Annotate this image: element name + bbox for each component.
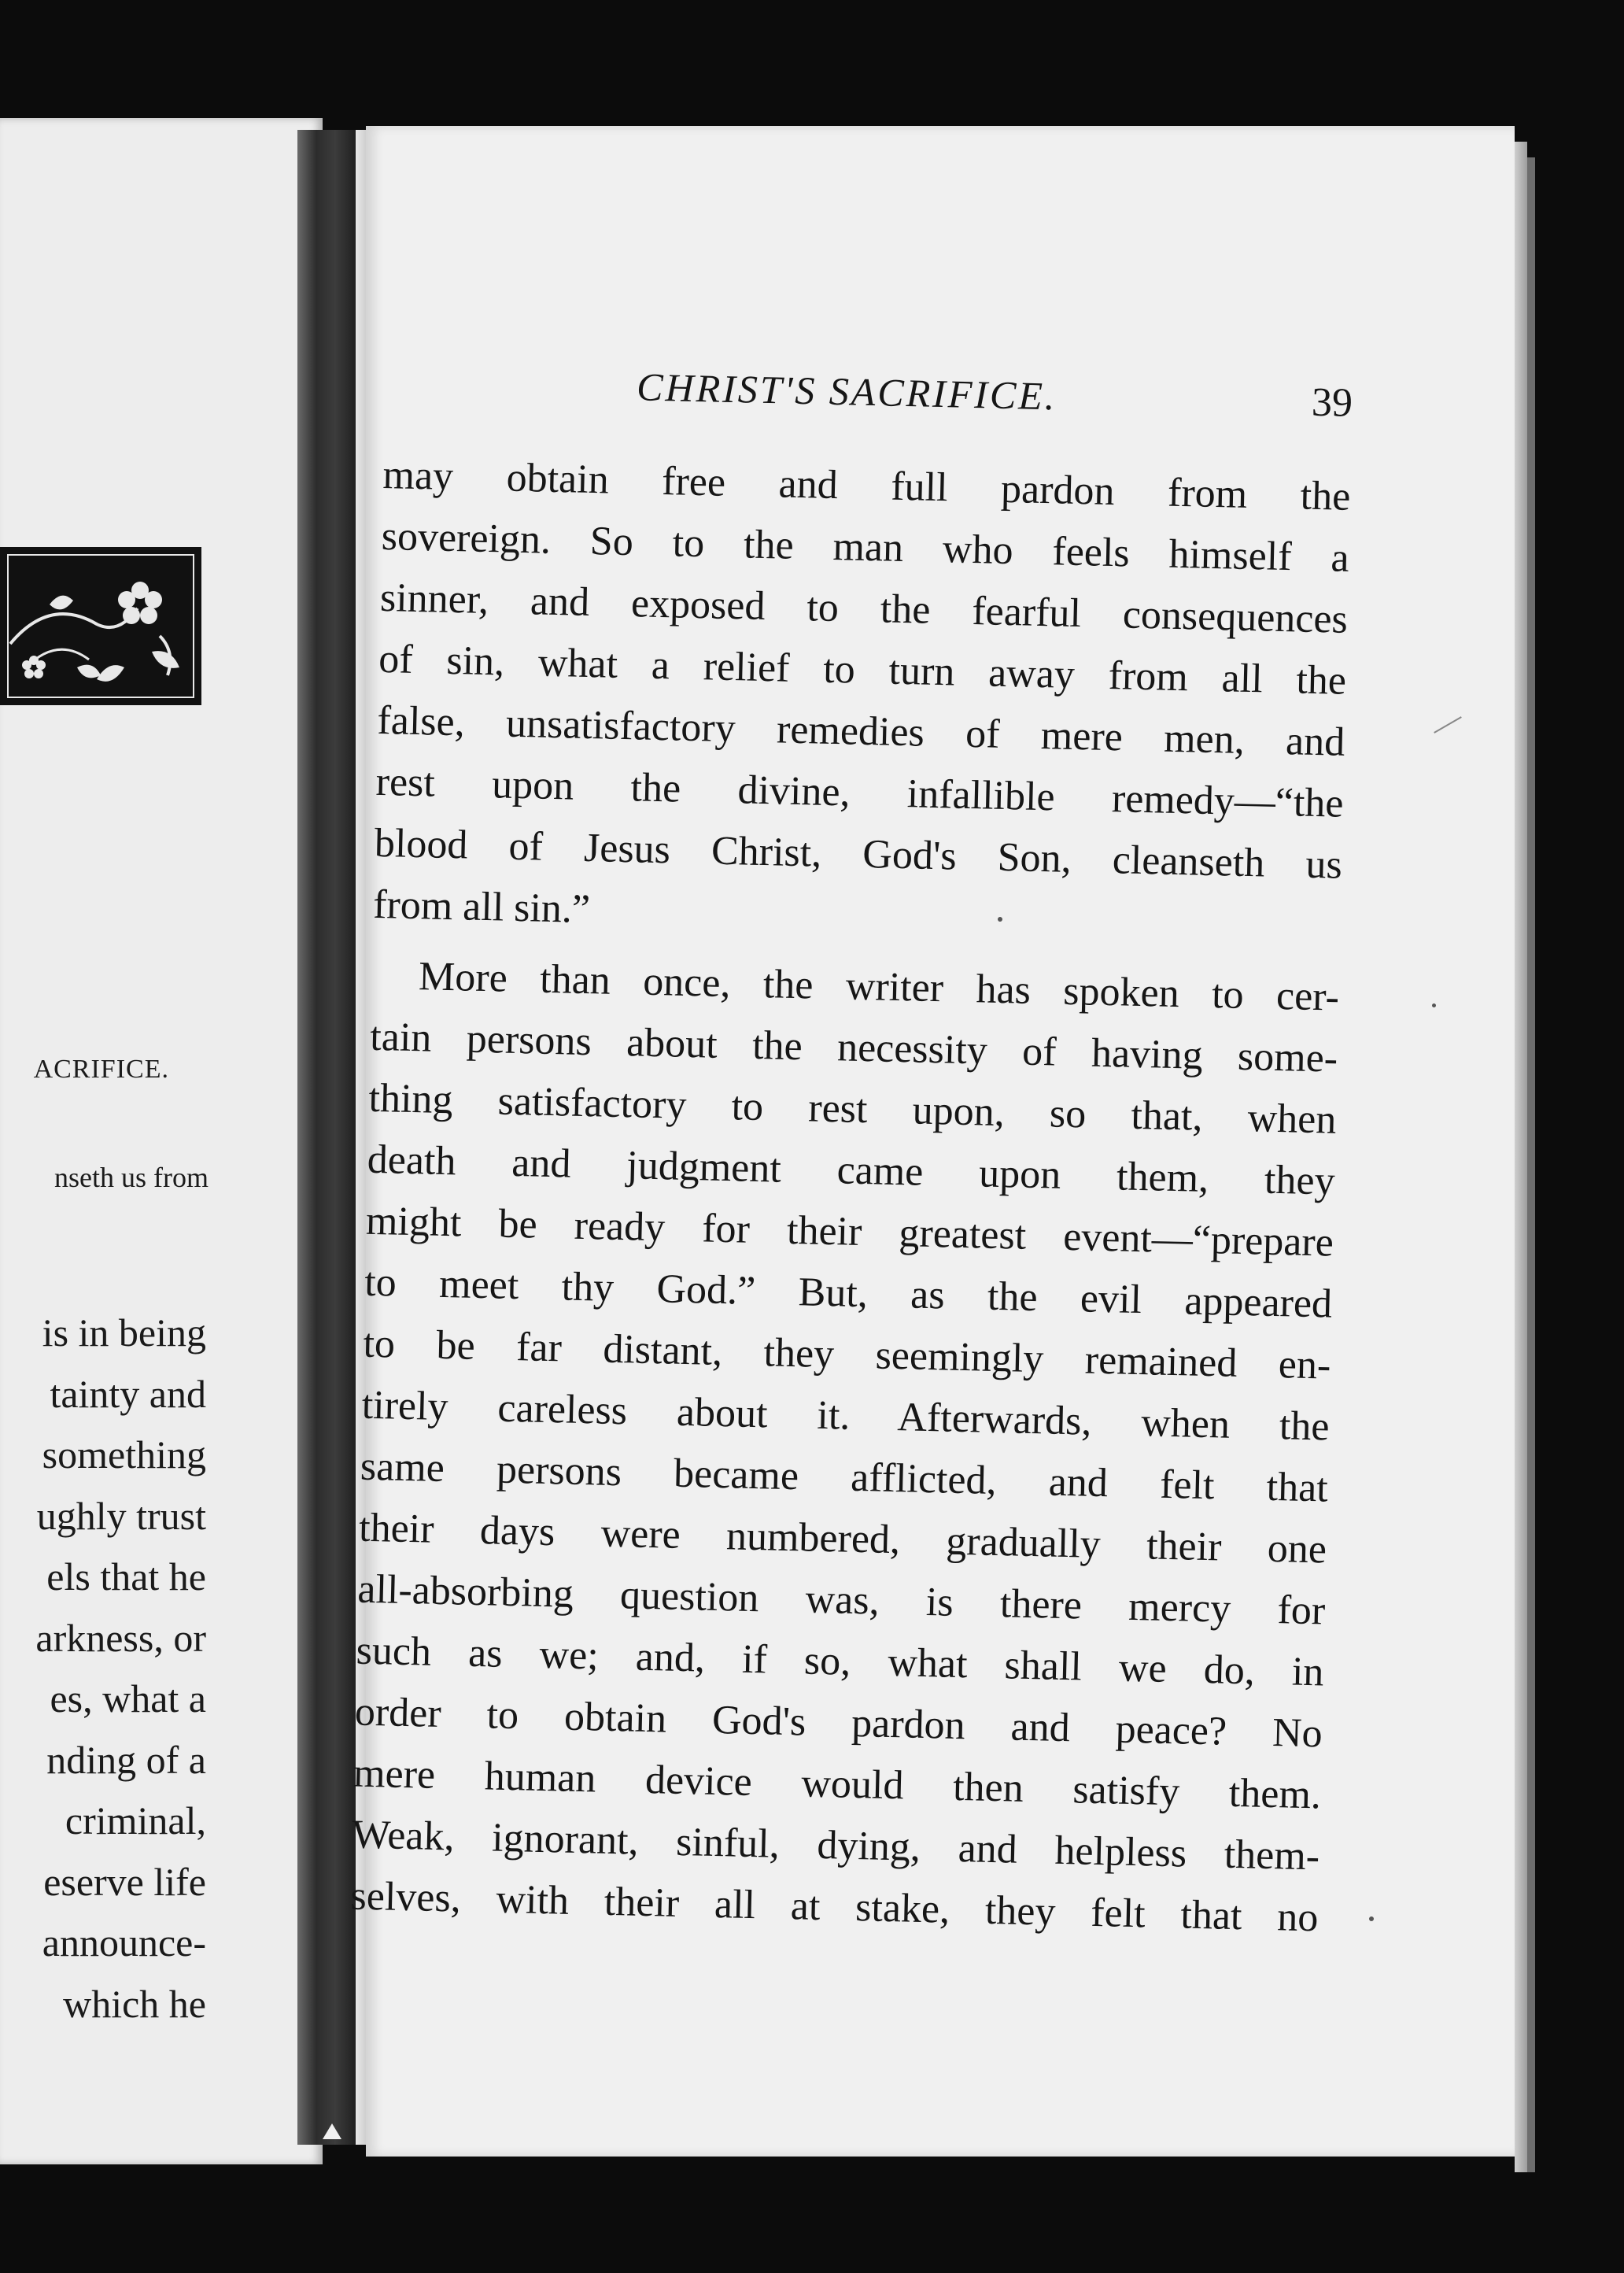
left-line: announce- [42, 1920, 206, 1964]
left-page-heading-fragment: ACRIFICE. [33, 1055, 169, 1084]
paragraph [372, 445, 1351, 958]
text-line: such as we; and, if so, what shall we do, in [356, 1628, 1325, 1695]
left-line: something [42, 1432, 206, 1477]
left-line: tainty and [50, 1371, 206, 1416]
text-line: rest upon the divine, infallible remedy—“the [375, 759, 1345, 826]
book-binding-gutter [297, 130, 360, 2145]
floral-ornament-icon [0, 547, 201, 705]
scan-speck [1369, 1916, 1374, 1921]
left-line: which he [63, 1981, 206, 2026]
left-line: is in being [42, 1310, 206, 1355]
text-line: mere human device would then satisfy them. [352, 1750, 1322, 1818]
left-line: es, what a [50, 1676, 206, 1720]
text-line: More than once, the writer has spoken to cer- [418, 954, 1340, 1020]
left-page-subline-fragment: nseth us from [54, 1162, 209, 1193]
text-line: sovereign. So to the man who feels himself a [381, 513, 1350, 581]
arrow-marker-icon [323, 2123, 341, 2139]
text-line: thing satisfactory to rest upon, so that, when [368, 1075, 1337, 1143]
left-line: els that he [46, 1554, 206, 1598]
text-line: same persons became afflicted, and felt that [360, 1443, 1329, 1511]
text-line: order to obtain God's pardon and peace? No [354, 1689, 1323, 1757]
text-line: death and judgment came upon them, they [367, 1136, 1336, 1204]
left-line: nding of a [46, 1737, 206, 1782]
running-title: CHRIST'S SACRIFICE. [636, 364, 1058, 419]
text-line: might be ready for their greatest event—“prepare [365, 1198, 1334, 1266]
text-line: from all sin.” [372, 881, 591, 933]
left-line: ughly trust [36, 1493, 206, 1538]
left-page [0, 118, 323, 2164]
left-line: arkness, or [35, 1615, 206, 1660]
page-edge [1515, 142, 1527, 2172]
paragraph [350, 945, 1340, 1950]
left-line: criminal, [65, 1798, 206, 1842]
text-line: tain persons about the necessity of having some- [369, 1014, 1338, 1081]
page-number: 39 [1311, 379, 1353, 426]
body-text [350, 445, 1351, 1949]
text-line: to be far distant, they seemingly remained en- [362, 1321, 1331, 1388]
scan-speck [998, 917, 1002, 922]
left-page-text-fragments [0, 1303, 206, 2035]
text-line: false, unsatisfactory remedies of mere men, and [376, 697, 1345, 765]
text-line: all-absorbing question was, is there mercy for [356, 1566, 1326, 1634]
text-line: blood of Jesus Christ, God's Son, cleanseth us [374, 820, 1343, 888]
text-line: to meet thy God.” But, as the evil appeared [364, 1259, 1333, 1327]
page-edge-shadow [1527, 157, 1535, 2172]
right-page-content [350, 358, 1353, 1949]
text-line: tirely careless about it. Afterwards, when the [361, 1382, 1331, 1450]
text-line: may obtain free and full pardon from the [382, 452, 1351, 519]
scan-speck [1432, 1003, 1436, 1007]
text-line: their days were numbered, gradually their one [358, 1505, 1327, 1573]
text-line: of sin, what a relief to turn away from all the [378, 636, 1347, 704]
text-line: sinner, and exposed to the fearful consequences [379, 575, 1349, 642]
left-line: eserve life [43, 1859, 206, 1904]
text-line: selves, with their all at stake, they felt that no [350, 1873, 1319, 1941]
text-line: Weak, ignorant, sinful, dying, and helpless them- [351, 1812, 1320, 1879]
